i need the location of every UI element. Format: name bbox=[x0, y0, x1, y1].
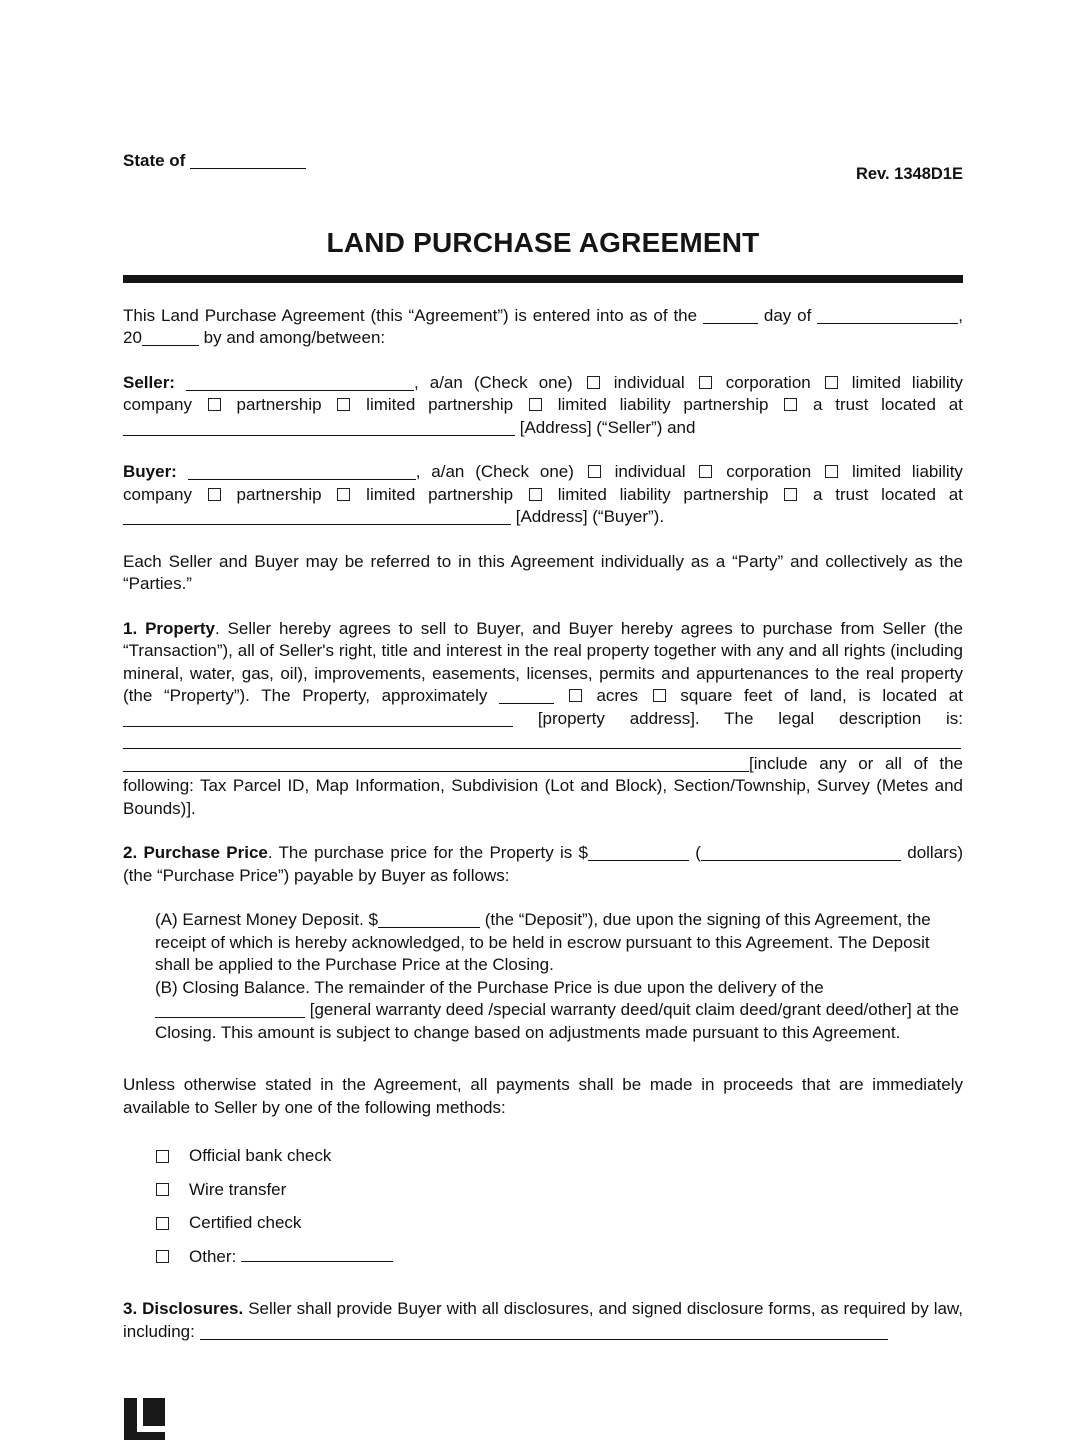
certified-check-checkbox[interactable] bbox=[156, 1217, 169, 1230]
purchase-price-section bbox=[123, 842, 963, 887]
seller-option-llc: limited liability company bbox=[123, 372, 963, 414]
seller-option-trust: a trust bbox=[813, 395, 869, 414]
disclosures-heading: 3. Disclosures. bbox=[123, 1299, 244, 1318]
buyer-label: Buyer: bbox=[123, 462, 177, 481]
seller-name-blank[interactable] bbox=[186, 389, 414, 391]
property-address-tag: [property address]. The legal description is: bbox=[537, 708, 963, 728]
property-section bbox=[123, 618, 963, 821]
seller-checkbox-llp[interactable] bbox=[529, 398, 542, 411]
title-divider bbox=[123, 275, 963, 283]
official-bank-check-label: Official bank check bbox=[189, 1146, 332, 1165]
earnest-money-body: (the “Deposit”), due upon the signing of this Agreement, the receipt of which is hereby acknowledged, to be held in escrow pursuant to this Agreement. The Deposit shall be applied to the Purchase Price at the Closing. bbox=[155, 910, 931, 974]
seller-option-partnership: partnership bbox=[236, 395, 322, 414]
seller-option-llp: limited liability partnership bbox=[557, 395, 769, 414]
by-and-text: by and among/between: bbox=[203, 328, 386, 347]
buyer-checkbox-individual[interactable] bbox=[588, 465, 601, 478]
property-size-blank[interactable] bbox=[499, 702, 554, 704]
property-heading: 1. Property bbox=[123, 618, 215, 638]
buyer-address-blank[interactable] bbox=[123, 523, 511, 525]
buyer-option-partnership: partnership bbox=[236, 484, 322, 504]
buyer-checkbox-llc[interactable] bbox=[825, 465, 838, 478]
acres-label: acres bbox=[596, 686, 639, 705]
legal-description-tag: [include any or all of the following: Tax Parcel ID, Map Information, Subdivision (Lot and Block), Section/Township, Survey (Metes and Bounds)]. bbox=[123, 753, 963, 818]
other-method-label: Other: bbox=[189, 1246, 237, 1266]
day-of-text: day of bbox=[763, 305, 812, 325]
legal-description-blank-1[interactable] bbox=[123, 747, 961, 749]
buyer-option-individual: individual bbox=[614, 462, 686, 481]
seller-label: Seller: bbox=[123, 372, 175, 392]
earnest-money-paragraph bbox=[155, 909, 963, 977]
buyer-paragraph bbox=[123, 461, 963, 529]
buyer-checkbox-llp[interactable] bbox=[529, 488, 542, 501]
acres-checkbox[interactable] bbox=[569, 689, 582, 702]
payment-methods-paragraph: Unless otherwise stated in the Agreement, all payments shall be made in proceeds that are immediately available to Seller by one of the following methods: bbox=[123, 1075, 963, 1117]
seller-paragraph bbox=[123, 372, 963, 440]
revision-number: Rev. 1348D1E bbox=[855, 165, 963, 183]
purchase-price-body-2: dollars) (the “Purchase Price”) payable by Buyer as follows: bbox=[123, 843, 963, 885]
year-blank[interactable] bbox=[142, 344, 199, 346]
buyer-option-corporation: corporation bbox=[726, 462, 812, 481]
price-words-blank[interactable] bbox=[701, 859, 901, 861]
property-address-blank[interactable] bbox=[123, 725, 513, 727]
seller-checkbox-partnership[interactable] bbox=[208, 398, 221, 411]
document-header bbox=[123, 150, 963, 186]
state-of-line bbox=[123, 150, 306, 173]
buyer-option-llc: limited liability company bbox=[123, 462, 963, 504]
document-title: LAND PURCHASE AGREEMENT bbox=[326, 226, 760, 258]
state-of-label: State of bbox=[123, 151, 186, 170]
seller-checkbox-corporation[interactable] bbox=[699, 376, 712, 389]
buyer-checkbox-limited-partnership[interactable] bbox=[337, 488, 350, 501]
seller-checkbox-trust[interactable] bbox=[784, 398, 797, 411]
closing-balance-tag: [general warranty deed /special warranty deed/quit claim deed/grant deed/other] at the Closing. This amount is subject to change based on adjustments made pursuant to this Agreement. bbox=[155, 1000, 959, 1042]
intro-text: This Land Purchase Agreement (this “Agreement”) is entered into as of the bbox=[123, 305, 698, 325]
deposit-amount-blank[interactable] bbox=[378, 926, 480, 928]
legal-description-blank-2[interactable] bbox=[123, 770, 749, 772]
payment-methods-list bbox=[156, 1145, 963, 1268]
seller-checkbox-limited-partnership[interactable] bbox=[337, 398, 350, 411]
closing-balance-paragraph bbox=[155, 977, 963, 1045]
day-blank[interactable] bbox=[703, 322, 758, 324]
state-blank[interactable] bbox=[190, 167, 306, 169]
seller-address-tag: [Address] (“Seller”) and bbox=[519, 417, 696, 437]
buyer-checkbox-trust[interactable] bbox=[784, 488, 797, 501]
buyer-option-limited-partnership: limited partnership bbox=[366, 484, 514, 504]
seller-checkbox-individual[interactable] bbox=[587, 376, 600, 389]
buyer-checkbox-partnership[interactable] bbox=[208, 488, 221, 501]
property-body-text: . Seller hereby agrees to sell to Buyer, and Buyer hereby agrees to purchase from Seller (the “Transaction”), all of Seller's right, title and interest in the real property together with any and all rights (including mineral, water, gas, oil), improvements, easements, licenses, permits and appurtenances to the real property (the “Property”). The Property, approximately bbox=[123, 618, 964, 705]
buyer-option-trust: a trust bbox=[813, 484, 869, 504]
seller-option-corporation: corporation bbox=[725, 372, 811, 392]
disclosures-blank[interactable] bbox=[200, 1338, 888, 1340]
other-method-checkbox[interactable] bbox=[156, 1250, 169, 1263]
disclosures-section bbox=[123, 1298, 963, 1343]
purchase-price-body-text: . The purchase price for the Property is $ bbox=[267, 843, 588, 862]
square-feet-checkbox[interactable] bbox=[653, 689, 666, 702]
disclosures-body: Seller shall provide Buyer with all disclosures, and signed disclosure forms, as required by law, including: bbox=[123, 1299, 963, 1341]
payment-method-item bbox=[156, 1212, 963, 1235]
payment-method-item bbox=[156, 1179, 963, 1202]
wire-transfer-label: Wire transfer bbox=[189, 1179, 287, 1199]
certified-check-label: Certified check bbox=[189, 1213, 302, 1232]
intro-paragraph bbox=[123, 305, 963, 350]
closing-balance-body: (B) Closing Balance. The remainder of the Purchase Price is due upon the delivery of the bbox=[155, 977, 824, 997]
buyer-located-at-text: located at bbox=[881, 484, 963, 504]
payment-terms-block bbox=[155, 909, 963, 1044]
seller-located-at-text: located at bbox=[881, 395, 963, 414]
buyer-option-llp: limited liability partnership bbox=[557, 484, 769, 504]
seller-option-individual: individual bbox=[613, 372, 685, 392]
comma-20-text: , 20 bbox=[123, 305, 963, 347]
buyer-name-blank[interactable] bbox=[188, 478, 416, 480]
square-feet-label: square feet of land, is located at bbox=[680, 686, 963, 705]
price-amount-blank[interactable] bbox=[588, 859, 689, 861]
parties-paragraph: Each Seller and Buyer may be referred to in this Agreement individually as a “Party” and collectively as the “Parties.” bbox=[123, 551, 963, 593]
other-method-blank[interactable] bbox=[241, 1260, 393, 1262]
seller-checkbox-llc[interactable] bbox=[825, 376, 838, 389]
deed-type-blank[interactable] bbox=[155, 1016, 305, 1018]
wire-transfer-checkbox[interactable] bbox=[156, 1183, 169, 1196]
purchase-price-heading: 2. Purchase Price bbox=[123, 843, 268, 862]
payment-method-item bbox=[156, 1145, 963, 1168]
buyer-aan-text: , a/an (Check one) bbox=[415, 462, 574, 481]
seller-aan-text: , a/an (Check one) bbox=[414, 372, 573, 392]
legal-templates-logo-icon bbox=[123, 1395, 963, 1443]
buyer-checkbox-corporation[interactable] bbox=[699, 465, 712, 478]
seller-address-blank[interactable] bbox=[123, 434, 515, 436]
month-blank[interactable] bbox=[817, 322, 958, 324]
open-paren: ( bbox=[695, 843, 701, 862]
payment-method-item bbox=[156, 1246, 963, 1269]
seller-option-limited-partnership: limited partnership bbox=[366, 395, 514, 414]
official-bank-check-checkbox[interactable] bbox=[156, 1150, 169, 1163]
buyer-address-tag: [Address] (“Buyer”). bbox=[515, 507, 665, 526]
earnest-money-label: (A) Earnest Money Deposit. $ bbox=[155, 910, 378, 929]
